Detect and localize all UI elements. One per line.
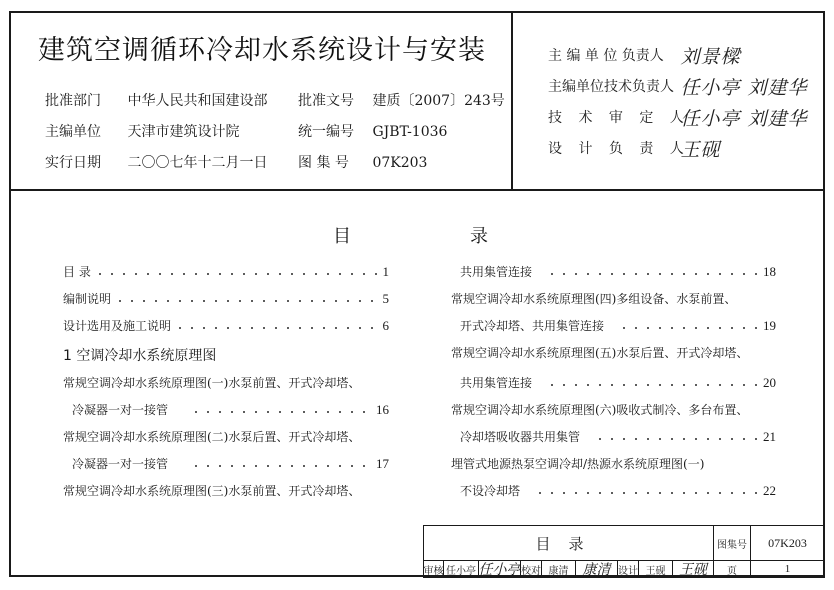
toc-entry-page: 17 (376, 456, 389, 471)
toc-entry[interactable] (63, 290, 389, 308)
atlas-no: 07K203 (768, 535, 807, 550)
responsible-label: 主编单位技术负责人 (548, 78, 674, 95)
toc-entry-continued[interactable] (63, 374, 360, 392)
page-number-cell (751, 561, 824, 577)
design-label-cell (618, 561, 639, 577)
page-label-cell (714, 561, 751, 577)
header-divider-horizontal (9, 189, 825, 191)
designer-name: 王砚 (645, 565, 666, 577)
toc-entry[interactable] (72, 401, 389, 419)
meta-effective-date (45, 152, 267, 172)
toc-entry[interactable] (460, 482, 776, 500)
signature: 王砚 (680, 139, 721, 161)
toc-entry-text: 常规空调冷却水系统原理图(六)吸收式制冷、多台布置、 (451, 403, 749, 417)
meta-approval-dept (45, 90, 267, 110)
responsible-technical-head (548, 73, 808, 99)
meta-label: 批准文号 (298, 93, 354, 109)
toc-section-heading[interactable]: 1 空调冷却水系统原理图 (63, 348, 217, 364)
meta-label: 统一编号 (298, 124, 354, 140)
toc-entry-text: 埋管式地源热泵空调冷却/热源水系统原理图(一) (451, 457, 705, 471)
meta-value: 07K203 (372, 155, 428, 171)
toc-entry-page: 19 (763, 318, 776, 333)
responsible-technical-reviewer (548, 104, 808, 130)
toc-entry-continued[interactable] (451, 290, 736, 308)
reviewer-cell (444, 561, 479, 577)
signature: 任小亭 刘建华 (680, 77, 808, 99)
meta-label: 主编单位 (45, 124, 101, 140)
check-label: 校对 (521, 565, 541, 577)
leader-dots (94, 273, 380, 275)
signature: 刘景樑 (680, 46, 741, 68)
toc-entry-text: 设计选用及施工说明 (63, 319, 172, 333)
toc-entry-continued[interactable] (63, 482, 360, 500)
toc-heading-right: 录 (470, 226, 488, 247)
meta-value: 建质〔2007〕243号 (372, 93, 505, 109)
toc-entry-text: 开式冷却塔、共用集管连接 (460, 319, 605, 333)
meta-approval-no (298, 90, 505, 110)
toc-entry-text: 冷凝器一对一接管 (72, 403, 169, 417)
document-title: 建筑空调循环冷却水系统设计与安装 (38, 35, 486, 66)
toc-entry[interactable] (460, 317, 776, 335)
reviewer-name: 任小亭 (446, 565, 476, 577)
design-label: 设计 (618, 565, 638, 577)
toc-entry-continued[interactable] (451, 455, 704, 473)
toc-entry-text: 不设冷却塔 (460, 484, 521, 498)
toc-entry[interactable] (63, 263, 389, 281)
responsible-label: 主 编 单 位 负责人 (548, 47, 664, 64)
meta-value: 中华人民共和国建设部 (127, 93, 268, 109)
toc-entry-text: 共用集管连接 (460, 265, 533, 279)
toc-entry-text: 常规空调冷却水系统原理图(五)水泵后置、开式冷却塔、 (451, 346, 749, 360)
checker-signature: 康清 (582, 562, 611, 577)
toc-entry-continued[interactable] (451, 401, 748, 419)
designer-cell (639, 561, 673, 577)
leader-dots (114, 300, 379, 302)
toc-entry[interactable] (460, 428, 776, 446)
leader-dots (594, 438, 760, 440)
toc-entry-continued[interactable] (63, 428, 360, 446)
leader-dots (618, 327, 760, 329)
leader-dots (190, 411, 373, 413)
toc-entry[interactable] (63, 317, 389, 335)
atlas-no-label: 图集号 (717, 539, 747, 551)
meta-atlas-no (298, 152, 427, 172)
toc-entry[interactable] (72, 455, 389, 473)
leader-dots (546, 384, 760, 386)
checker-signature-cell (576, 561, 618, 577)
responsible-label: 设 计 负 责 人 (548, 140, 690, 157)
responsible-label: 技 术 审 定 人 (548, 109, 690, 126)
designer-signature: 王砚 (679, 562, 707, 577)
toc-entry-page: 22 (763, 483, 776, 498)
toc-entry-text: 常规空调冷却水系统原理图(四)多组设备、水泵前置、 (451, 292, 737, 306)
page-label: 页 (727, 565, 737, 577)
toc-entry-page: 21 (763, 429, 776, 444)
toc-entry-page: 5 (382, 291, 389, 306)
signature: 任小亭 刘建华 (680, 108, 808, 130)
reviewer-signature: 任小亭 (479, 562, 521, 577)
review-label: 审核 (424, 565, 444, 577)
review-label-cell (424, 561, 444, 577)
atlas-no-label-cell (714, 526, 751, 561)
atlas-no-cell (751, 526, 824, 561)
toc-entry-text: 目 录 (63, 265, 91, 279)
meta-value: 天津市建筑设计院 (127, 124, 240, 140)
checker-name: 康清 (548, 565, 569, 577)
leader-dots (174, 327, 379, 329)
toc-entry-continued[interactable] (451, 344, 748, 362)
toc-entry-text: 常规空调冷却水系统原理图(一)水泵前置、开式冷却塔、 (63, 376, 361, 390)
toc-entry-page: 6 (382, 318, 389, 333)
drawing-name-cell (424, 526, 714, 561)
title-block (423, 525, 825, 578)
reviewer-signature-cell (479, 561, 521, 577)
header-divider-vertical (511, 11, 513, 190)
designer-signature-cell (673, 561, 714, 577)
responsible-design-head (548, 135, 721, 161)
page-number: 1 (784, 563, 791, 575)
toc-entry-page: 20 (763, 375, 776, 390)
toc-entry-page: 16 (376, 402, 389, 417)
responsible-chief-unit-head (548, 42, 741, 68)
toc-entry-page: 1 (382, 264, 389, 279)
meta-value: 二〇〇七年十二月一日 (127, 155, 268, 171)
toc-entry-text: 常规空调冷却水系统原理图(二)水泵后置、开式冷却塔、 (63, 430, 361, 444)
meta-label: 批准部门 (45, 93, 101, 109)
drawing-name: 目录 (535, 534, 602, 553)
meta-unified-no (298, 121, 447, 141)
checker-cell (542, 561, 576, 577)
leader-dots (534, 492, 760, 494)
toc-entry-text: 冷凝器一对一接管 (72, 457, 169, 471)
check-label-cell (521, 561, 542, 577)
meta-label: 图 集 号 (298, 155, 349, 171)
meta-label: 实行日期 (45, 155, 101, 171)
toc-entry[interactable] (460, 263, 776, 281)
leader-dots (546, 273, 760, 275)
meta-chief-unit (45, 121, 239, 141)
toc-entry-page: 18 (763, 264, 776, 279)
meta-value: GJBT-1036 (372, 124, 448, 140)
toc-entry[interactable] (460, 374, 776, 392)
toc-entry-text: 常规空调冷却水系统原理图(三)水泵前置、开式冷却塔、 (63, 484, 361, 498)
toc-heading-left: 目 (333, 226, 351, 247)
toc-entry-text: 编制说明 (63, 292, 112, 306)
leader-dots (190, 465, 373, 467)
toc-entry-text: 冷却塔吸收器共用集管 (460, 430, 581, 444)
toc-entry-text: 共用集管连接 (460, 376, 533, 390)
